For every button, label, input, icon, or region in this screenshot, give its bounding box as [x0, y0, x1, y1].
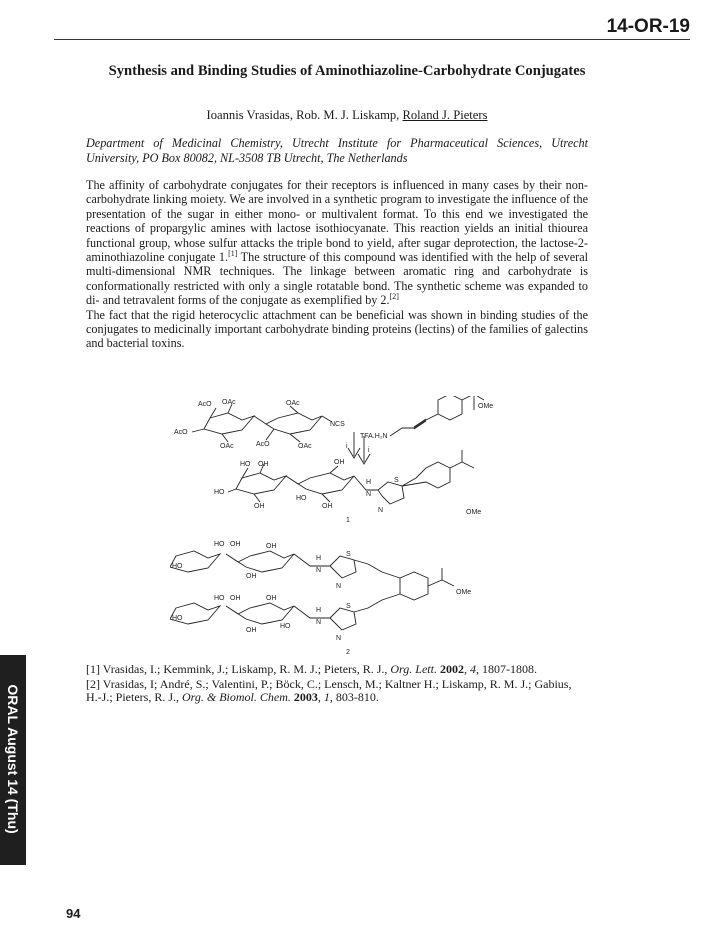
label-n-6: N	[336, 635, 342, 642]
label-n-5: N	[316, 619, 322, 626]
label-ho-8: HO	[280, 623, 291, 630]
label-oh-8: OH	[230, 595, 241, 602]
label-oh-2: OH	[254, 503, 265, 510]
label-ome-2: OMe	[456, 589, 472, 596]
label-tfa-amine: TFA.H₂N	[360, 433, 388, 440]
affiliation: Department of Medicinal Chemistry, Utrecht Institute for Pharmaceutical Sciences, Utrecht University, PO Box 80082, NL-3508 TB Utrecht, The Netherlands	[86, 136, 588, 165]
authors: Ioannis Vrasidas, Rob. M. J. Liskamp,	[206, 108, 403, 122]
label-n-4: N	[336, 583, 342, 590]
label-ho-1: HO	[240, 461, 251, 468]
label-ncs: NCS	[330, 421, 345, 428]
session-side-tab-label: ORAL August 14 (Thu)	[5, 684, 21, 834]
label-reagent-i-1: i	[346, 443, 348, 450]
citation-2: [2]	[389, 292, 399, 302]
label-ho-2: HO	[214, 489, 225, 496]
label-ho-6: HO	[214, 595, 225, 602]
label-oh-3: OH	[334, 459, 345, 466]
abstract-code: 14-OR-19	[606, 16, 690, 37]
citation-1: [1]	[228, 248, 238, 258]
label-n-1: N	[366, 491, 372, 498]
label-s-1: S	[394, 477, 399, 484]
label-s-3: S	[346, 603, 351, 610]
label-ho-3: HO	[296, 495, 307, 502]
label-oac-4: OAc	[298, 443, 312, 450]
label-oh-4: OH	[322, 503, 333, 510]
label-n-3: N	[316, 567, 322, 574]
label-compound-1: 1	[346, 517, 350, 524]
label-s-2: S	[346, 551, 351, 558]
references	[86, 663, 586, 706]
label-oh-1: OH	[258, 461, 269, 468]
paper-title: Synthesis and Binding Studies of Aminothiazoline-Carbohydrate Conjugates	[108, 63, 586, 79]
label-compound-2: 2	[346, 649, 350, 656]
label-h-2: H	[316, 555, 322, 562]
label-reagent-i-2: i	[368, 447, 370, 454]
label-aco-1: AcO	[198, 401, 212, 408]
author-line	[90, 108, 604, 123]
label-n-2: N	[378, 507, 384, 514]
reaction-scheme	[170, 396, 530, 658]
label-oh-6: OH	[266, 543, 277, 550]
label-h-3: H	[316, 607, 322, 614]
page-number: 94	[66, 906, 81, 921]
label-aco-3: AcO	[256, 441, 270, 448]
label-ho-5: HO	[172, 563, 183, 570]
label-oac-2: OAc	[286, 400, 300, 407]
label-oac-1: OAc	[222, 399, 236, 406]
label-oh-5: OH	[230, 541, 241, 548]
reference-2: [2] Vrasidas, I; André, S.; Valentini, P.; Böck, C.; Lensch, M.; Kaltner H.; Liskamp, R. M. J.; Gabius, H.-J.; Pieters, R. J., Org. & Biomol. Chem. 2003, 1, 803-810.	[86, 676, 572, 704]
label-ome-top: OMe	[478, 403, 494, 410]
label-oh-10: OH	[246, 627, 257, 634]
label-ho-4: HO	[214, 541, 225, 548]
abstract-body	[86, 178, 588, 351]
label-oh-7: OH	[246, 573, 257, 580]
reference-1: [1] Vrasidas, I.; Kemmink, J.; Liskamp, R. M. J.; Pieters, R. J., Org. Lett. 2002, 4, 1807-1808.	[86, 662, 537, 676]
label-oac-3: OAc	[220, 443, 234, 450]
abstract-paragraph-2: The fact that the rigid heterocyclic attachment can be beneficial was shown in binding studies of the conjugates to medicinally important carbohydrate binding proteins (lectins) of the families of galectins and bacterial toxins.	[86, 307, 588, 351]
label-h-1: H	[366, 479, 372, 486]
presenting-author: Roland J. Pieters	[402, 108, 488, 122]
label-aco-2: AcO	[174, 429, 188, 436]
header-rule	[54, 39, 690, 40]
abstract-paragraph-1: The affinity of carbohydrate conjugates for their receptors is influenced in many cases by their non-carbohydrate linking moiety. We are involved in a synthetic program to investigate the influence of the presentation of the sugar in either mono- or multivalent format. To this end we investigated the reactions of propargylic amines with lactose isothiocyanate. This reaction yields an initial thiourea functional group, whose sulfur attacks the triple bond to yield, after sugar deprotection, the lactose-2-aminothiazoline conjugate 1.[1] The structure of this compound was identified with the help of several multi-dimensional NMR techniques. The linkage between aromatic ring and carbohydrate is conformationally restricted with only a single rotatable bond. The synthetic scheme was expanded to di- and tetravalent forms of the conjugate as exemplified by 2.[2]	[86, 178, 588, 308]
label-ho-7: HO	[172, 615, 183, 622]
label-ome-1: OMe	[466, 509, 482, 516]
label-oh-9: OH	[266, 595, 277, 602]
